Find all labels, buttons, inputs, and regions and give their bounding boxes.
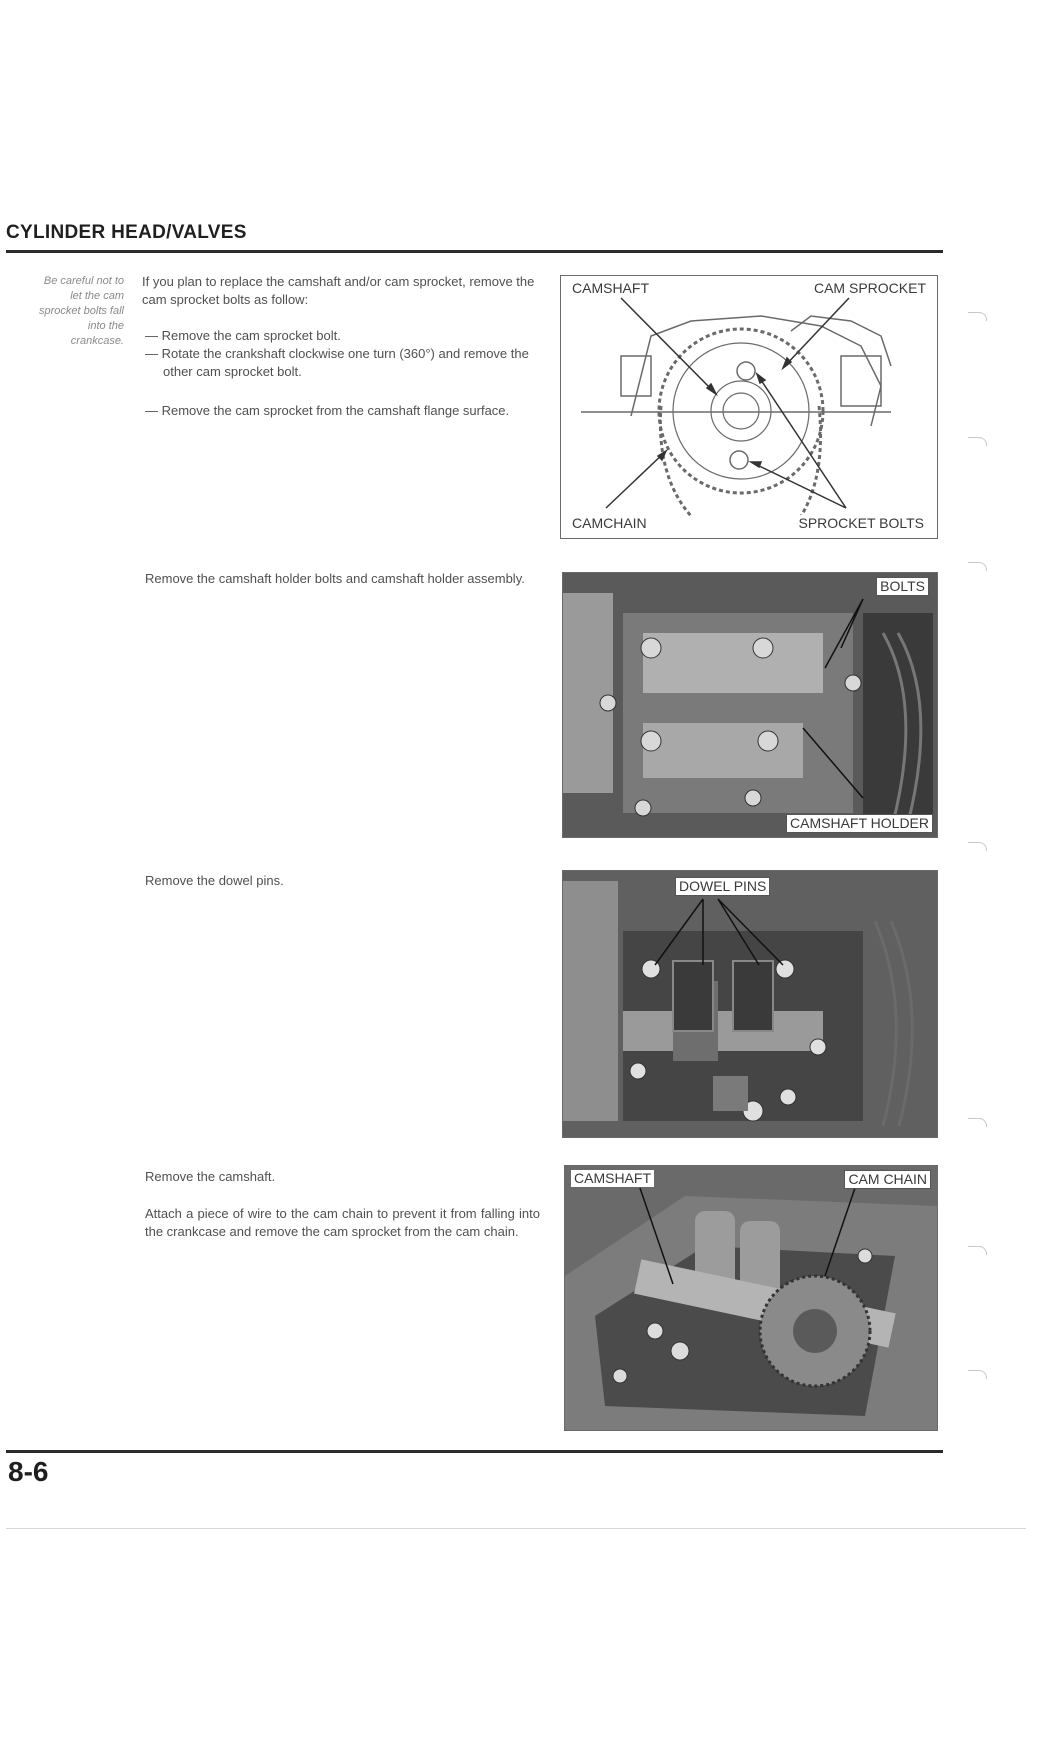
binder-tab-mark	[968, 842, 987, 851]
footer-rule	[6, 1450, 943, 1453]
step1-final-bullet: — Remove the cam sprocket from the camshaft flange surface.	[145, 403, 510, 418]
step4-instruction: Remove the camshaft.	[145, 1169, 276, 1184]
sprocket-bolts-label: SPROCKET BOLTS	[795, 515, 927, 532]
cam-sprocket-label: CAM SPROCKET	[811, 280, 929, 297]
dowel-pins-photo	[562, 870, 938, 1138]
header-rule	[6, 250, 943, 253]
cam-sprocket-drawing	[561, 276, 937, 538]
binder-tab-mark	[968, 312, 987, 321]
binder-tab-mark	[968, 437, 987, 446]
step2-instruction: Remove the camshaft holder bolts and camshaft holder assembly.	[145, 571, 525, 586]
side-note-line: Be careful not to	[43, 275, 124, 287]
binder-tab-mark	[968, 562, 987, 571]
side-note-line: crankcase.	[70, 335, 124, 347]
page-edge-line	[6, 1528, 1026, 1529]
section-title: CYLINDER HEAD/VALVES	[6, 222, 247, 243]
bolts-label: BOLTS	[876, 577, 929, 596]
binder-tab-mark	[968, 1246, 987, 1255]
step3-instruction: Remove the dowel pins.	[145, 873, 284, 888]
dowel-pins-photo-drawing	[563, 871, 937, 1137]
camshaft-removal-photo	[564, 1165, 938, 1431]
camshaft-holder-photo	[562, 572, 938, 838]
binder-tab-mark	[968, 1118, 987, 1127]
camshaft-label: CAMSHAFT	[569, 280, 652, 297]
page-number: 8-6	[8, 1456, 49, 1487]
cam-chain-label: CAM CHAIN	[844, 1170, 931, 1189]
camshaft-photo-label: CAMSHAFT	[571, 1170, 654, 1187]
camchain-label: CAMCHAIN	[569, 515, 650, 532]
dowel-pins-label: DOWEL PINS	[675, 877, 770, 896]
side-note-line: let the cam	[70, 290, 124, 302]
step1-intro: If you plan to replace the camshaft and/or cam sprocket, remove the cam sprocket bolts as follow:	[142, 274, 535, 307]
side-note-line: sprocket bolts fall	[39, 305, 124, 317]
caution-side-note	[6, 274, 124, 349]
side-note-line: into the	[87, 320, 124, 332]
step1-bullet: — Rotate the crankshaft clockwise one turn (360°) and remove the other cam sprocket bolt.	[145, 346, 529, 379]
camshaft-holder-photo-drawing	[563, 573, 937, 837]
step1-bullet: — Remove the cam sprocket bolt.	[145, 328, 341, 343]
camshaft-holder-label: CAMSHAFT HOLDER	[786, 814, 933, 833]
cam-sprocket-diagram	[560, 275, 938, 539]
camshaft-removal-photo-drawing	[565, 1166, 937, 1430]
binder-tab-mark	[968, 1370, 987, 1379]
step1-bullets	[145, 327, 540, 381]
step4-wire-instruction: Attach a piece of wire to the cam chain to prevent it from falling into the crankcase and remove the cam sprocket from the cam chain.	[145, 1206, 540, 1239]
